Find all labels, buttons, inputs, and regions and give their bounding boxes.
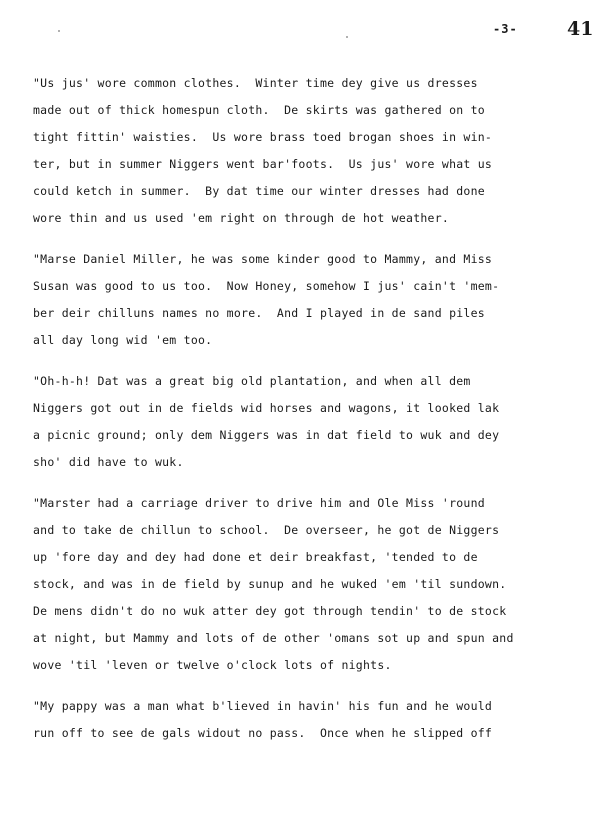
paragraph-clothing bbox=[33, 70, 568, 232]
text-line: ber deir chilluns names no more. And I played in de sand piles bbox=[33, 306, 485, 320]
text-line: wove 'til 'leven or twelve o'clock lots of nights. bbox=[33, 658, 392, 672]
text-line: and to take de chillun to school. De overseer, he got de Niggers bbox=[33, 523, 500, 537]
text-line: "Marse Daniel Miller, he was some kinder good to Mammy, and Miss bbox=[33, 252, 493, 266]
text-line: made out of thick homespun cloth. De skirts was gathered on to bbox=[33, 103, 485, 117]
text-line: "Us jus' wore common clothes. Winter time dey give us dresses bbox=[33, 76, 478, 90]
text-line: "My pappy was a man what b'lieved in havin' his fun and he would bbox=[33, 699, 493, 713]
page-label: -3- bbox=[493, 22, 518, 36]
text-line: run off to see de gals widout no pass. Once when he slipped off bbox=[33, 726, 493, 740]
text-line: Niggers got out in de fields wid horses and wagons, it looked lak bbox=[33, 401, 500, 415]
text-line: at night, but Mammy and lots of de other 'omans sot up and spun and bbox=[33, 631, 514, 645]
text-line: ter, but in summer Niggers went bar'foots. Us jus' wore what us bbox=[33, 157, 493, 171]
paragraph-pappy bbox=[33, 693, 568, 747]
text-line: Susan was good to us too. Now Honey, somehow I jus' cain't 'mem- bbox=[33, 279, 500, 293]
text-line: "Oh-h-h! Dat was a great big old plantation, and when all dem bbox=[33, 374, 471, 388]
text-line: De mens didn't do no wuk atter dey got through tendin' to de stock bbox=[33, 604, 507, 618]
scan-speck bbox=[346, 36, 348, 38]
text-line: could ketch in summer. By dat time our winter dresses had done bbox=[33, 184, 485, 198]
text-line: tight fittin' waisties. Us wore brass toed brogan shoes in win- bbox=[33, 130, 493, 144]
text-line: wore thin and us used 'em right on through de hot weather. bbox=[33, 211, 450, 225]
scan-speck bbox=[58, 30, 60, 32]
text-line: all day long wid 'em too. bbox=[33, 333, 213, 347]
body-text bbox=[33, 70, 568, 761]
text-line: sho' did have to wuk. bbox=[33, 455, 184, 469]
text-line: "Marster had a carriage driver to drive him and Ole Miss 'round bbox=[33, 496, 485, 510]
page-number: 41 bbox=[567, 18, 594, 40]
paragraph-miller-family bbox=[33, 246, 568, 354]
text-line: up 'fore day and dey had done et deir breakfast, 'tended to de bbox=[33, 550, 478, 564]
text-line: a picnic ground; only dem Niggers was in dat field to wuk and dey bbox=[33, 428, 500, 442]
paragraph-marster bbox=[33, 490, 568, 679]
paragraph-plantation bbox=[33, 368, 568, 476]
text-line: stock, and was in de field by sunup and he wuked 'em 'til sundown. bbox=[33, 577, 507, 591]
